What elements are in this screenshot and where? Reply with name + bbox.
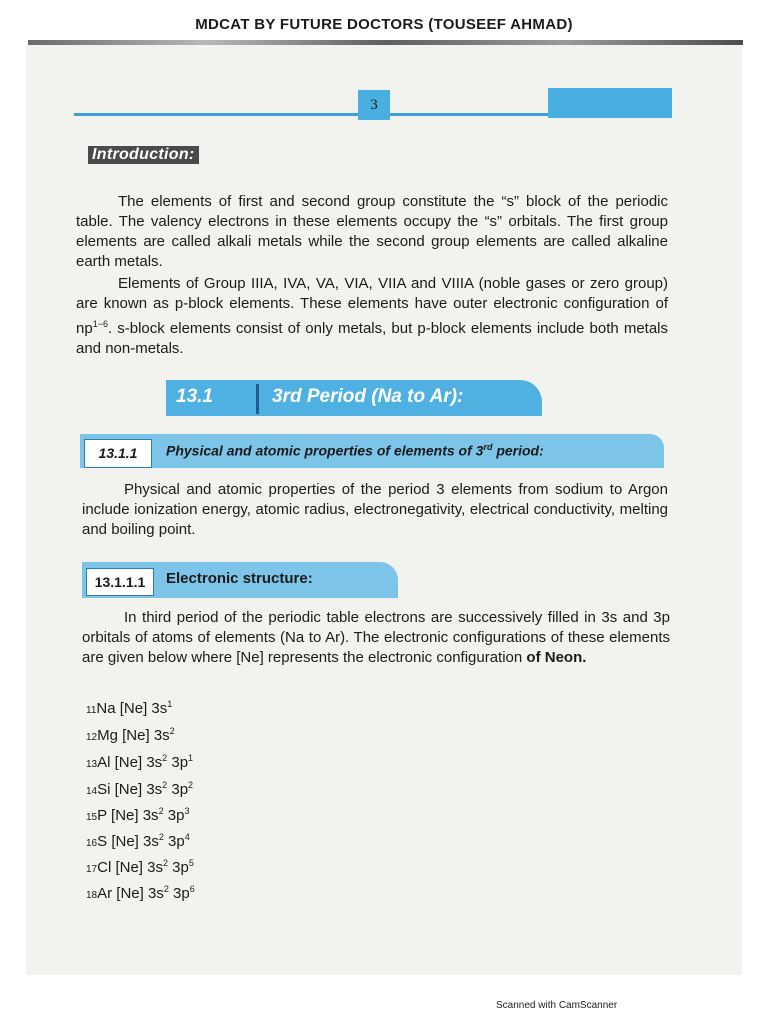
intro-p1-text: The elements of first and second group constitute the “s” block of the periodic table. The valency electrons in these elements occupy the “s” orbitals. The first group elements are called alkali metals while the second group elements are called alkaline earth metals. [76,193,668,270]
config-line-na: 11Na [Ne] $3s^1$ [86,699,173,717]
page-number: 3 [358,90,390,120]
subsection-title: Physical and atomic properties of elements of 3rd period: [166,442,544,459]
subsection-number: 13.1.1 [84,439,152,468]
intro-paragraph-2 [76,274,668,359]
electronic-structure-paragraph [82,608,670,668]
config-line-p: 15P [Ne] $3s^2$ $3p^3$ [86,806,190,824]
header-accent-bar [548,88,672,118]
intro-p2-text-a: Elements of Group IIIA, IVA, VA, VIA, VIIA and VIIIA (noble gases or zero group) are known as p-block elements. These elements have outer electronic configuration of np [76,275,668,337]
electronic-structure-text: In third period of the periodic table electrons are successively filled in 3s and 3p orbitals of atoms of elements (Na to Ar). The electronic configurations of these elements are given below where [Ne] represents the electronic configuration [82,609,670,666]
subsection-paragraph [82,480,668,540]
electronic-structure-emphasis: of Neon. [526,649,587,666]
intro-paragraph-1 [76,192,668,272]
config-line-ar: 18Ar [Ne] $3s^2$ $3p^6$ [86,884,195,902]
config-line-al: 13Al [Ne] $3s^2$ $3p^1$ [86,753,194,771]
section-title: 3rd Period (Na to Ar): [272,386,464,407]
scanner-watermark: Scanned with CamScanner [496,1000,618,1011]
section-number: 13.1 [176,386,213,407]
document-header-title: MDCAT BY FUTURE DOCTORS (TOUSEEF AHMAD) [195,16,573,33]
subsection-text: Physical and atomic properties of the period 3 elements from sodium to Argon include ionization energy, atomic radius, electronegativity, electrical conductivity, melting and boiling point. [82,481,668,538]
subsubsection-number: 13.1.1.1 [86,568,154,596]
config-line-si: 14Si [Ne] $3s^2$ $3p^2$ [86,780,194,798]
config-line-s: 16S [Ne] $3s^2$ $3p^4$ [86,832,190,850]
config-line-cl: 17Cl [Ne] $3s^2$ $3p^5$ [86,858,194,876]
subsubsection-title: Electronic structure: [166,570,313,587]
introduction-heading: Introduction: [88,146,199,164]
intro-p2-text-b: . s-block elements consist of only metals, but p-block elements include both metals and non-metals. [76,320,668,357]
intro-p2-superscript: 1−6 [92,319,108,329]
config-line-mg: 12Mg [Ne] $3s^2$ [86,726,175,744]
section-divider [256,384,259,414]
